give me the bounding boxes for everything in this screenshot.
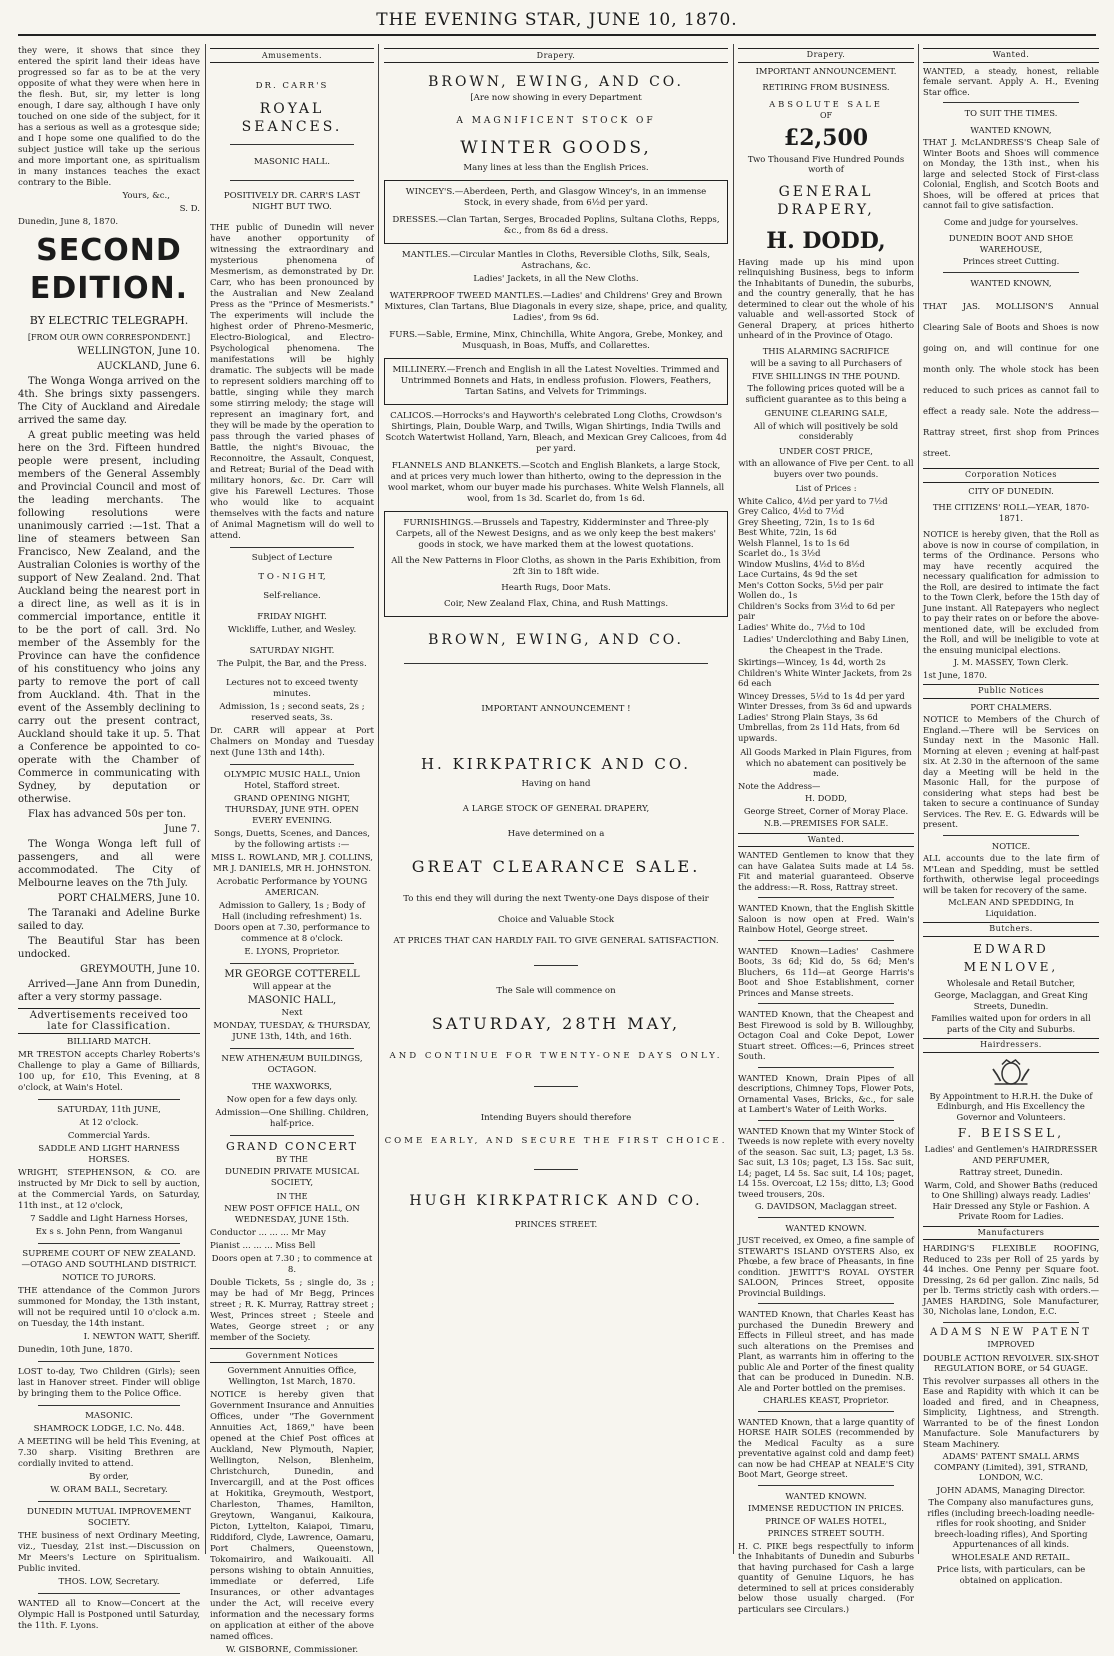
ad-heading: WANTED KNOWN,	[970, 277, 1052, 288]
ad-line: Families waited upon for orders in all parts of the City and Suburbs.	[931, 1013, 1091, 1034]
ad-heading: THE WAXWORKS,	[251, 1082, 333, 1092]
column-rule	[205, 44, 206, 1554]
ad-body: WANTED Known—Ladies' Cashmere Boots, 3s 6d; Kid do, 5s 6d; Men's Bluchers, 6s 11d—at George Harris's Boot and Shoe Establishment, corner Princes and Manse streets.	[738, 945, 914, 998]
divider	[758, 1067, 894, 1068]
crest-icon	[983, 1057, 1039, 1087]
ad-line: George, Maclaggan, and Great King Streets, Dunedin.	[934, 990, 1088, 1011]
masthead: THE EVENING STAR, JUNE 10, 1870.	[0, 0, 1114, 40]
ad-body: WANTED all to Know—Concert at the Olympic Hall is Postponed until Saturday, the 11th. F. Lyons.	[18, 1599, 200, 1631]
ad-line: Hearth Rugs, Door Mats.	[501, 583, 611, 593]
news-paragraph: The Beautiful Star has been undocked.	[18, 936, 200, 960]
divider	[404, 663, 708, 664]
section-heading-corporation: Corporation Notices	[923, 468, 1099, 483]
ad-line: Admission, 1s ; second seats, 2s ; reserved seats, 3s.	[219, 702, 365, 723]
ad-heading: GRAND CONCERT	[226, 1140, 358, 1153]
ad-heading: N.B.—PREMISES FOR SALE.	[763, 818, 889, 828]
ad-heading: NEW ATHENÆUM BUILDINGS, OCTAGON.	[221, 1054, 363, 1075]
ad-heading: WANTED KNOWN,	[970, 124, 1052, 135]
ad-line: George Street, Corner of Moray Place.	[743, 805, 909, 816]
ad-body: MR TRESTON accepts Charley Roberts's Challenge to play a Game of Billiards, 100 up, for £10, This Evening, at 8 o'clock, at Wain's Hotel.	[18, 1050, 200, 1093]
ad-body: WRIGHT, STEPHENSON, & CO. are instructed by Mr Dick to sell by auction, at the Commercial Yards, on Saturday, 11th inst., at 12 o'clock,	[18, 1168, 200, 1211]
ad-line: [Are now showing in every Department	[470, 93, 642, 103]
ad-body: ALL accounts due to the late firm of M'Lean and Spedding, must be settled forthwith, otherwise legal proceedings will be taken for recovery of the same.	[923, 853, 1099, 895]
ad-heading: WHOLESALE AND RETAIL.	[951, 1551, 1071, 1562]
divider	[38, 1099, 180, 1100]
divider	[534, 965, 578, 966]
ad-signature: JOHN ADAMS, Managing Director.	[936, 1484, 1086, 1495]
ad-body: WANTED Known, that the English Skittle Saloon is now open at Fred. Wain's Rainbow Hotel, George street.	[738, 903, 914, 934]
column-rule	[378, 44, 379, 1554]
divider	[943, 102, 1079, 103]
ad-heading: IMPORTANT ANNOUNCEMENT !	[481, 704, 631, 714]
ad-signature: W. ORAM BALL, Secretary.	[50, 1485, 168, 1495]
ad-heading: HUGH KIRKPATRICK AND CO.	[409, 1193, 703, 1209]
merchant-name: H. DODD,	[766, 227, 886, 254]
ad-heading: PRINCE OF WALES HOTEL,	[765, 1515, 887, 1526]
ad-body: Having made up his mind upon relinquishing Business, begs to inform the Inhabitants of Dunedin, the suburbs, and the country generally, that he has determined to clear out the whole of his valuable and well-assorted Stock of General Drapery, at prices hitherto unheard of in the Province of Otago.	[738, 256, 914, 340]
ad-line: Will appear at the	[252, 982, 332, 992]
ad-line: Conductor ... ... ... Mr May	[210, 1228, 326, 1238]
ad-heading: NOTICE.	[991, 840, 1031, 851]
ad-line: Price lists, with particulars, can be obtained on application.	[936, 1564, 1086, 1585]
ad-heading: AT PRICES THAT CAN HARDLY FAIL TO GIVE GENERAL SATISFACTION.	[393, 936, 719, 946]
divider	[758, 1217, 894, 1218]
ad-heading: POSITIVELY DR. CARR'S LAST NIGHT BUT TWO.	[223, 191, 361, 212]
ad-line: Two Thousand Five Hundred Pounds worth of	[747, 153, 905, 174]
section-heading-drapery: Drapery.	[738, 48, 914, 63]
ad-signature: J. M. MASSEY, Town Clerk.	[953, 657, 1069, 667]
ad-line: Wickliffe, Luther, and Wesley.	[227, 625, 357, 635]
ad-heading: IMPORTANT ANNOUNCEMENT.	[755, 65, 897, 76]
ad-line: Ladies' Underclothing and Baby Linen, the Cheapest in the Trade.	[743, 634, 909, 655]
wincey-dresses-box	[384, 180, 728, 244]
ad-line: will be a saving to all Purchasers of	[750, 358, 902, 368]
ad-heading: DUNEDIN PRIVATE MUSICAL SOCIETY,	[224, 1167, 360, 1188]
ad-signature: W. GISBORNE, Commissioner.	[225, 1645, 359, 1655]
telegraph-news	[18, 345, 200, 1004]
ad-line: NEW POST OFFICE HALL, ON WEDNESDAY, JUNE 15th.	[224, 1204, 360, 1225]
ad-line: MISS L. ROWLAND, MR J. COLLINS, MR J. DANIELS, MR H. JOHNSTON.	[210, 853, 374, 874]
ad-body: NOTICE is hereby given that Government Insurance and Annuities Offices, under "The Government Annuities Act, 1869," have been opened at the Chief Post offices at Auckland, New Plymouth, Napier, Wellington, Nelson, Blenheim, Christchurch, Dunedin, and Invercargill, and at the Post offices at Hokitika, Greymouth, Westport, Charleston, Thames, Hamilton, Greytown, Wanganui, Kaikoura, Picton, Lyttelton, Kaiapoi, Timaru, Riddiford, Clyde, Lawrence, Oamaru, Port Chalmers, Queenstown, Tokomairiro, and Waikouaiti. All persons wishing to obtain Annuities, immediate or deferred, Life Insurances, or other advantages under the Act, will receive every information and the necessary forms on application at either of the above named offices.	[210, 1390, 374, 1642]
ad-body: WANTED Known, that a large quantity of HORSE HAIR SOLES (recommended by the Medical Faculty as a sure preventative against cold and damp feet) can now be had CHEAP at NEALE'S City Boot Mart, George street.	[738, 1416, 914, 1479]
ad-line: IMPROVED	[987, 1340, 1035, 1349]
royal-seances-title	[210, 100, 374, 136]
ad-heading: SADDLE AND LIGHT HARNESS HORSES.	[38, 1144, 180, 1165]
dateline: AUCKLAND, June 6.	[97, 361, 200, 372]
ad-line: Admission—One Shilling. Children, half-price.	[215, 1108, 369, 1129]
second-edition-heading: SECOND EDITION.	[29, 233, 189, 306]
ad-line: PRINCES STREET.	[514, 1220, 598, 1230]
ad-heading: A MAGNIFICENT STOCK OF	[456, 116, 656, 126]
ad-heading: RETIRING FROM BUSINESS.	[762, 82, 890, 92]
ad-heading: WINTER GOODS,	[460, 138, 652, 158]
divider	[230, 144, 354, 145]
news-paragraph: The Wonga Wonga left full of passengers, and all were accommodated. The City of Melbourne leaves on the 7th July.	[18, 839, 200, 889]
ad-heading: OLYMPIC MUSIC HALL, Union Hotel, Stafford street.	[223, 770, 361, 791]
ad-line: Come and judge for yourselves.	[943, 216, 1079, 227]
ad-body: FURNISHINGS.—Brussels and Tapestry, Kidderminster and Three-ply Carpets, all of the Newest Designs, and as we only keep the best makers' goods in stock, we have marked them at the lowest quotations.	[395, 518, 717, 550]
divider	[758, 1485, 894, 1486]
ad-line: Doors open at 7.30 ; to commence at 8.	[211, 1254, 373, 1275]
ad-body: WATERPROOF TWEED MANTLES.—Ladies' and Childrens' Grey and Brown Mixtures, Clan Tartans, Blue Diagonals in every size, shape, price, and quality, Ladies', from 9s 6d.	[384, 291, 728, 323]
ad-line: Now open for a few days only.	[226, 1095, 358, 1105]
ad-line: Lectures not to exceed twenty minutes.	[225, 678, 359, 699]
dateline: GREYMOUTH, June 10.	[80, 964, 200, 975]
royal-crest-icon	[923, 1057, 1099, 1087]
ad-line: Note the Address—	[738, 780, 821, 791]
price-list-item: Grey Calico, 4½d to 7½d	[738, 506, 845, 516]
column-rule	[733, 44, 734, 1554]
divider	[230, 1135, 354, 1136]
ad-line: Commercial Yards.	[67, 1131, 151, 1141]
ad-line: Ladies' Jackets, in all the New Cloths.	[473, 274, 639, 284]
ad-body: THAT JAS. MOLLISON'S Annual Clearing Sale of Boots and Shoes is now going on, and will continue for one month only. The whole stock has been reduced to such prices as cannot fail to effect a ready sale. Note the address—Rattray street, first shop from Princes street.	[923, 301, 1099, 458]
ad-line: Ladies' and Gentlemen's HAIRDRESSER AND PERFUMER,	[924, 1144, 1098, 1165]
section-heading-government: Government Notices	[210, 1348, 374, 1363]
ad-body: NOTICE is hereby given, that the Roll as above is now in course of compilation, in terms of the Ordinance. Persons who may have recently acquired the necessary qualification for admission to the Roll, are desired to intimate the fact to the Town Clerk, before the 15th day of June instant. All Ratepayers who neglect to pay their rates on or before the above-mentioned date, will be excluded from the Roll, and will be ineligible to vote at the ensuing municipal elections.	[923, 529, 1099, 655]
section-heading-hairdressers: Hairdressers.	[923, 1038, 1099, 1053]
news-paragraph: The Wonga Wonga arrived on the 4th. She brings sixty passengers. The City of Auckland and Airedale arrived the same day.	[18, 376, 200, 426]
divider	[38, 1243, 180, 1244]
price-list-item: Wollen do., 1s	[738, 590, 798, 600]
ad-heading: WANTED KNOWN.	[785, 1222, 867, 1233]
ad-heading: PORT CHALMERS.	[970, 701, 1052, 712]
column-rule	[918, 44, 919, 1554]
section-heading-drapery: Drapery.	[384, 48, 728, 63]
ad-heading: THE CITIZENS' ROLL—YEAR, 1870-1871.	[932, 502, 1090, 523]
ad-body: MILLINERY.—French and English in all the Latest Novelties. Trimmed and Untrimmed Bonnets and Hats, in endless profusion. Flowers, Feathers, Tartan Satins, and Velvets for Trimmings.	[392, 365, 720, 397]
ad-heading: FRIDAY NIGHT.	[257, 612, 327, 622]
divider	[38, 1361, 180, 1362]
ad-body: LOST to-day, Two Children (Girls); seen last in Hanover street. Finder will oblige by bringing them to the Police Office.	[18, 1367, 200, 1399]
letter-signoff: Yours, &c.,	[122, 191, 170, 201]
ad-line: with an allowance of Five per Cent. to all buyers over two pounds.	[738, 458, 914, 479]
divider	[758, 1411, 894, 1412]
ad-heading: SATURDAY, 28TH MAY,	[431, 1014, 681, 1033]
ad-heading: SHAMROCK LODGE, I.C. No. 448.	[33, 1424, 185, 1434]
ad-heading: ADAMS NEW PATENT	[929, 1326, 1093, 1338]
divider	[758, 940, 894, 941]
ad-line: BY THE	[276, 1155, 308, 1164]
ad-heading: MR GEORGE COTTERELL	[224, 969, 360, 980]
ad-line: PRINCES STREET SOUTH.	[767, 1528, 885, 1538]
dateline: June 7.	[164, 824, 200, 835]
section-heading-amusements: Amusements.	[210, 48, 374, 63]
ad-heading: NOTICE TO JURORS.	[62, 1273, 156, 1283]
ad-heading: BROWN, EWING, AND CO.	[428, 74, 684, 90]
letter-ending: they were, it shows that since they entered the spirit land their ideas have progressed so far as to be at the very opposite of what they were when here in the flesh. But, sir, my letter is long enough, I dare say, although I have only touched on one side of the subject, for it has a serious as well as a grotesque side; and I hope some one qualified to do the subject justice will take up the serious and more important one, as spiritualism in many instances teaches the exact contrary to the Bible.	[18, 46, 200, 188]
ad-signature: THOS. LOW, Secretary.	[58, 1577, 160, 1587]
ad-heading: A LARGE STOCK OF GENERAL DRAPERY,	[462, 804, 650, 814]
ad-heading: H. KIRKPATRICK AND CO.	[420, 755, 692, 773]
column-2	[210, 44, 374, 1655]
ad-heading: CITY OF DUNEDIN.	[968, 485, 1054, 496]
news-paragraph: The Taranaki and Adeline Burke sailed to day.	[18, 908, 200, 932]
ad-heading: SATURDAY NIGHT.	[249, 646, 335, 656]
ad-heading: IMMENSE REDUCTION IN PRICES.	[748, 1503, 904, 1513]
ad-line: Next	[281, 1008, 303, 1018]
divider	[230, 547, 354, 548]
ad-line: Wholesale and Retail Butcher,	[946, 977, 1075, 988]
ad-heading: SATURDAY, 11th JUNE,	[57, 1105, 161, 1115]
ad-heading: T O - N I G H T,	[258, 572, 326, 582]
ad-heading: ADAMS' PATENT SMALL ARMS COMPANY (Limited), 391, STRAND, LONDON, W.C.	[933, 1451, 1089, 1482]
correspondent-line: [FROM OUR OWN CORRESPONDENT.]	[27, 333, 191, 342]
ad-heading: DOUBLE ACTION REVOLVER. SIX-SHOT REGULATION BORE, or 54 GUAGE.	[923, 1352, 1099, 1373]
ad-body: The Company also manufactures guns, rifles (including breech-loading needle-rifles for rook shooting, and Snider breech-loading rifles), And Sporting Appurtenances of all kinds.	[927, 1497, 1095, 1549]
ad-heading: Government Annuities Office, Wellington, 1st March, 1870.	[227, 1366, 357, 1387]
ad-line: The Sale will commence on	[496, 986, 616, 996]
ad-heading: DUNEDIN BOOT AND SHOE WAREHOUSE,	[948, 233, 1074, 254]
late-ads-heading: Advertisements received too late for Classification.	[18, 1008, 200, 1034]
ad-heading: SUPREME COURT OF NEW ZEALAND. —OTAGO AND SOUTHLAND DISTRICT.	[21, 1249, 197, 1270]
ad-line: 7 Saddle and Light Harness Horses,	[30, 1214, 188, 1224]
price-list-item: Children's Socks from 3½d to 6d per pair	[738, 600, 895, 621]
ad-line: Many lines at less than the English Prices.	[463, 163, 649, 173]
ad-line: At 12 o'clock.	[79, 1118, 139, 1128]
ad-heading: MASONIC HALL.	[253, 157, 330, 167]
ad-body: DRESSES.—Clan Tartan, Serges, Brocaded Poplins, Sultana Cloths, Repps, &c., from 8s 6d a dress.	[392, 215, 720, 236]
ad-line: IN THE	[276, 1192, 308, 1201]
ad-heading: MASONIC HALL,	[247, 995, 337, 1006]
ad-heading: WANTED KNOWN.	[785, 1490, 867, 1501]
divider	[534, 1086, 578, 1087]
ad-heading: F. BEISSEL,	[957, 1126, 1065, 1140]
ad-line: Rattray street, Dunedin.	[959, 1167, 1063, 1177]
section-heading-public-notices: Public Notices	[923, 684, 1099, 699]
ad-line: Ex s s. John Penn, from Wanganui	[35, 1227, 183, 1237]
ad-body: THAT J. McLANDRESS'S Cheap Sale of Winter Boots and Shoes will commence on Monday, the 13th inst., when his large and selected Stock of First-class Colonial, English, and Scotch Boots and Shoes, will be offered at prices that cannot fail to give satisfaction.	[923, 137, 1099, 210]
divider	[38, 1405, 180, 1406]
ad-line: Princes street Cutting.	[962, 256, 1060, 266]
ad-signature: E. LYONS, Proprietor.	[244, 947, 340, 957]
divider	[230, 764, 354, 765]
ad-heading: DUNEDIN MUTUAL IMPROVEMENT SOCIETY.	[26, 1507, 191, 1528]
ad-line: Warm, Cold, and Shower Baths (reduced to One Shilling) always ready. Ladies' Hair Dressed any Style or Fashion. A Private Room for Ladies.	[924, 1179, 1098, 1221]
ad-line: All Goods Marked in Plain Figures, from which no abatement can positively be made.	[740, 747, 912, 778]
ad-line: All of which will positively be sold considerably	[753, 420, 899, 441]
ad-line: GRAND OPENING NIGHT, THURSDAY, JUNE 9TH. OPEN EVERY EVENING.	[225, 794, 359, 826]
ad-line: Have determined on a	[507, 829, 605, 839]
divider	[758, 1003, 894, 1004]
price-list-item: Ladies' White do., 7½d to 10d	[738, 621, 866, 632]
ad-line: Choice and Valuable Stock	[497, 915, 615, 925]
price-list-item: Grey Sheeting, 72in, 1s to 1s 6d	[738, 516, 875, 527]
price-list-item: White Calico, 4½d per yard to 7½d	[738, 495, 888, 506]
ad-body: WANTED Known, that Charles Keast has purchased the Dunedin Brewery and Effects in Filleul street, and has made such alterations on the Premises and Plant, as warrants him in offering to the public Ale and Porter of the finest quality that can be produced in Dunedin. N.B. Ale and Porter bottled on the premises.	[738, 1309, 914, 1393]
ad-line: MONDAY, TUESDAY, & THURSDAY, JUNE 13th, 14th, and 16th.	[213, 1021, 371, 1042]
divider	[758, 1303, 894, 1304]
ad-heading: GREAT CLEARANCE SALE.	[411, 857, 701, 876]
ad-line: Subject of Lecture	[251, 553, 333, 563]
ad-heading: DR. CARR'S	[255, 81, 329, 91]
ad-line: Wincey Dresses, 5½d to 1s 4d per yard Winter Dresses, from 3s 6d and upwards Ladies' Strong Plain Stays, 3s 6d Umbrellas, from 2s 11d Hats, from 6d upwards.	[738, 690, 912, 743]
royal-seances-text: ROYAL SEANCES.	[241, 101, 343, 135]
ad-body: THE attendance of the Common Jurors summoned for Monday, the 13th instant, will not be required until 10 o'clock a.m. on Tuesday, the 14th instant.	[18, 1286, 200, 1329]
ad-line: Pianist ... ... ... Miss Bell	[210, 1241, 316, 1251]
column-5	[923, 44, 1099, 1585]
column-1	[18, 44, 200, 1631]
column-4	[738, 44, 914, 1614]
ad-heading: THIS ALARMING SACRIFICE	[762, 345, 890, 356]
dateline: PORT CHALMERS, June 10.	[57, 893, 200, 904]
telegraph-heading: BY ELECTRIC TELEGRAPH.	[29, 314, 189, 327]
ad-heading: AND CONTINUE FOR TWENTY-ONE DAYS ONLY.	[389, 1051, 723, 1061]
letter-initials: S. D.	[179, 204, 200, 214]
ad-heading: BROWN, EWING, AND CO.	[428, 632, 684, 648]
section-heading-manufacturers: Manufacturers	[923, 1226, 1099, 1241]
ad-signature: By order,	[89, 1472, 129, 1482]
ad-heading: TO SUIT THE TIMES.	[964, 108, 1058, 118]
ad-date: 1st June, 1870.	[923, 669, 988, 680]
ad-body: H. C. PIKE begs respectfully to inform the Inhabitants of Dunedin and Suburbs that having purchased for Cash a large quantity of Genuine Liquors, he has determined to sell at prices considerably below those usually charged. (For particulars see Circulars.)	[738, 1540, 914, 1614]
price-list-item: Scarlet do., 1s 3½d	[738, 548, 821, 558]
price-list-item: Best White, 72in, 1s 6d	[738, 527, 837, 537]
ad-heading: GENERAL DRAPERY,	[777, 183, 875, 218]
ad-line: Songs, Duetts, Scenes, and Dances, by the following artists :—	[213, 829, 371, 850]
ad-body: Double Tickets, 5s ; single do, 3s ; may be had of Mr Begg, Princes street ; R. K. Murray, Rattray street ; West, Princes street ; Steele and Wates, George street ; or any member of the Society.	[210, 1278, 374, 1343]
divider	[943, 272, 1079, 273]
ad-heading: BILLIARD MATCH.	[67, 1037, 151, 1047]
ad-body: FLANNELS AND BLANKETS.—Scotch and English Blankets, a large Stock, and at prices very much lower than hitherto, owing to the depression in the wool market, whom our buyer made his purchases. White Welsh Flannels, all wool, from 1s 3d. Scarlet do, from 1s 6d.	[387, 461, 725, 504]
price-list	[738, 496, 914, 633]
section-heading-wanted: Wanted.	[738, 833, 914, 848]
ad-body: JUST received, ex Omeo, a fine sample of STEWART'S ISLAND OYSTERS Also, ex Phœbe, a few brace of Pheasants, in fine condition. JEWITT'S ROYAL OYSTER SALOON, Princes Street, opposite Provincial Buildings.	[738, 1235, 914, 1298]
millinery-box	[384, 358, 728, 405]
ad-signature: McLEAN AND SPEDDING, In Liquidation.	[948, 897, 1074, 918]
ad-body: All the New Patterns in Floor Cloths, as shown in the Paris Exhibition, from 2ft 3in to 18ft wide.	[391, 556, 721, 577]
ad-body: Dr. CARR will appear at Port Chalmers on Monday and Tuesday next (June 13th and 14th).	[210, 726, 374, 758]
section-heading-butchers: Butchers.	[923, 922, 1099, 937]
column-3	[384, 44, 728, 1554]
letter-dateline: Dunedin, June 8, 1870.	[18, 217, 119, 227]
ad-line: OF	[819, 111, 833, 120]
ad-line: Skirtings—Wincey, 1s 4d, worth 2s Children's White Winter Jackets, from 2s 6d each	[738, 657, 912, 688]
ad-heading: UNDER COST PRICE,	[779, 445, 873, 456]
ad-heading: EDWARD MENLOVE,	[963, 941, 1059, 974]
news-paragraph: Arrived—Jane Ann from Dunedin, after a very stormy passage.	[18, 979, 200, 1003]
price-list-item: Men's Cotton Socks, 5½d per pair	[738, 579, 884, 590]
section-heading-wanted: Wanted.	[923, 48, 1099, 63]
ad-heading: GENUINE CLEARING SALE,	[764, 408, 888, 418]
ad-line: By Appointment to H.R.H. the Duke of Edinburgh, and His Excellency the Governor and Volunteers.	[929, 1090, 1093, 1122]
ad-line: Coir, New Zealand Flax, China, and Rush Mattings.	[443, 599, 669, 609]
ad-heading: FIVE SHILLINGS IN THE POUND.	[751, 370, 901, 381]
divider	[758, 897, 894, 898]
price-list-item: Welsh Flannel, 1s to 1s 6d	[738, 537, 850, 548]
sale-amount: £2,500	[783, 124, 869, 151]
ad-heading: COME EARLY, AND SECURE THE FIRST CHOICE.	[384, 1136, 728, 1146]
ad-date: Dunedin, 10th June, 1870.	[18, 1345, 133, 1355]
ad-line: Acrobatic Performance by YOUNG AMERICAN.	[216, 877, 368, 898]
ad-body: This revolver surpasses all others in the Ease and Rapidity with which it can be loaded and fired, and in Cheapness, Simplicity, Lightness, and Strength. Warranted to be of the finest London Manufacture. Sole Manufacturers by Steam Machinery.	[923, 1375, 1099, 1449]
news-paragraph: Flax has advanced 50s per ton.	[28, 809, 187, 820]
price-list-item: Window Muslins, 4½d to 8½d	[738, 558, 865, 569]
ad-body: WINCEY'S.—Aberdeen, Perth, and Glasgow Wincey's, in an immense Stock, in every shade, from 6½d per yard.	[405, 187, 707, 208]
ad-line: To this end they will during the next Twenty-one Days dispose of their	[403, 894, 709, 904]
ad-body: WANTED, a steady, honest, reliable female servant. Apply A. H., Evening Star office.	[923, 65, 1099, 97]
divider	[38, 1501, 180, 1502]
ad-heading: MASONIC.	[85, 1411, 133, 1421]
divider	[758, 1120, 894, 1121]
ad-signature: G. DAVIDSON, Maclaggan street.	[754, 1201, 898, 1211]
ad-line: Admission to Gallery, 1s ; Body of Hall (including refreshment) 1s. Doors open at 7.30, performance to commence at 8 o'clock.	[214, 901, 370, 944]
ad-body: WANTED Known that my Winter Stock of Tweeds is now replete with every novelty of the season. Sac suit, L3; paget, L3 5s. Sac suit, L3 10s; paget, L3 15s. Sac suit, L4; paget, L4 5s. Sac suit, L4 10s; paget, L4 15s. Overcoat, L2 15s; ditto, L3; Good tweed trousers, 20s.	[738, 1125, 914, 1199]
ad-line: The following prices quoted will be a sufficient guarantee as to this being a	[745, 383, 907, 404]
ad-body: THE business of next Ordinary Meeting, viz., Tuesday, 21st inst.—Discussion on Mr Meers's Lecture on Spiritualism. Public invited.	[18, 1531, 200, 1574]
ad-line: The Pulpit, the Bar, and the Press.	[217, 659, 367, 669]
ad-body: CALICOS.—Horrocks's and Hayworth's celebrated Long Cloths, Crowdson's Shirtings, Plain, Double Warp, and Twills, Wigan Shirtings, India Twills and Scotch Watertwist Holland, Yarn, Bleach, and Mexican Grey Calicoes, from 4d per yard.	[385, 411, 727, 454]
ad-body: FURS.—Sable, Ermine, Minx, Chinchilla, White Angora, Grebe, Monkey, and Musquash, in Boas, Muffs, and Collarettes.	[389, 330, 723, 351]
ad-body: WANTED Known, that the Cheapest and Best Firewood is sold by B. Willoughby, Octagon Coal and Coke Depot, Lower Stuart street. Offices:—6, Princes street South.	[738, 1009, 914, 1061]
ad-signature: I. NEWTON WATT, Sheriff.	[83, 1332, 200, 1342]
ad-body: THE public of Dunedin will never have another opportunity of witnessing the extraordinary and mysterious phenomena of Mesmerism, as demonstrated by Dr. Carr, who has been pronounced by the Australian and New Zealand Press as the "Prince of Mesmerists." The experiments will include the highest order of Phreno-Mesmeric, Electro-Biological, and Electro-Psychological phenomena. The manifestations will be highly dramatic. The subjects will be made to represent soldiers marching off to battle, singing while they march some stirring melody; the stage will represent an imaginary fort, and they will be made by the operation to pass through the varied phases of Battle, the night's Bivouac, the Reconnoitre, the Assault, Conquest, and Retreat; Burial of the Dead with military honors, &c. Dr. Carr will give his Farewell Lectures. Those who would like to acquaint themselves with the facts and nature of Animal Magnetism will do well to attend.	[210, 223, 374, 541]
divider	[230, 180, 354, 181]
news-paragraph: A great public meeting was held here on the 3rd. Fifteen hundred people were present, including members of the General Assembly and Provincial Council and most of the leading merchants. The following resolutions were unanimously carried :—1st. That a line of steamers between San Francisco, New Zealand, and the Australian Colonies is worthy of the support of New Zealand. 2nd. That Auckland being the nearest port in a direct line, as well as it is in commercial importance, entitle it to be the port of call. 3rd. No member of the Assembly for the Province can have the confidence of his constituency who joins any party to remove the port of call from Auckland. 4th. That in the event of the Assembly declining to carry out the present contract, Auckland should take it up. 5. That a Conference be appointed to co-operate with the Chamber of Commerce in communicating with Sydney, by deputation or otherwise.	[18, 430, 200, 805]
ad-body: WANTED Known, Drain Pipes of all descriptions, Chimney Tops, Flower Pots, Ornamental Vases, Bricks, &c., for sale at Lambert's Water of Leith Works.	[738, 1072, 914, 1114]
ad-body: A MEETING will be held This Evening, at 7.30 sharp. Visiting Brethren are cordially invited to attend.	[18, 1437, 200, 1469]
ad-body: NOTICE to Members of the Church of England.—There will be Services on Sunday next in the Masonic Hall. Morning at eleven ; evening at half-past six. At 2.30 in the afternoon of the same day a Meeting will be held in the Masonic Hall, for the purpose of considering what steps had best be taken to secure a continuance of Sunday Services. The Rev. E. G. Edwards will be present.	[923, 714, 1099, 829]
dateline: WELLINGTON, June 10.	[77, 346, 200, 357]
ad-body: WANTED Gentlemen to know that they can have Galatea Suits made at L4 5s. Fit and material guaranteed. Observe the address:—R. Ross, Rattray street.	[738, 850, 914, 892]
ad-line: Self-reliance.	[263, 591, 321, 601]
divider	[230, 1048, 354, 1049]
divider	[943, 1322, 1079, 1323]
ad-line: Intending Buyers should therefore	[480, 1113, 632, 1123]
divider	[534, 1169, 578, 1170]
furnishings-box	[384, 511, 728, 617]
ad-line: Having on hand	[521, 779, 591, 789]
ad-body: MANTLES.—Circular Mantles in Cloths, Reversible Cloths, Silk, Seals, Astrachans, &c.	[401, 250, 711, 271]
ad-heading: ABSOLUTE SALE	[769, 98, 883, 109]
divider	[943, 835, 1079, 836]
ad-heading: H. DODD,	[804, 793, 847, 803]
divider	[38, 1593, 180, 1594]
divider	[230, 963, 354, 964]
ad-body: HARDING'S FLEXIBLE ROOFING, Reduced to 23s per Roll of 25 yards by 44 inches. One Penny per Square foot. Dressing, 2s 6d per gallon. Zinc nails, 5d per lb. Terms strictly cash with orders.—JAMES HARDING, Sole Manufacturer, 30, Nicholas lane, London, E.C.	[923, 1243, 1099, 1316]
ad-line: List of Prices :	[795, 483, 857, 493]
ad-signature: CHARLES KEAST, Proprietor.	[763, 1395, 889, 1405]
price-list-item: Lace Curtains, 4s 9d the set	[738, 569, 858, 579]
